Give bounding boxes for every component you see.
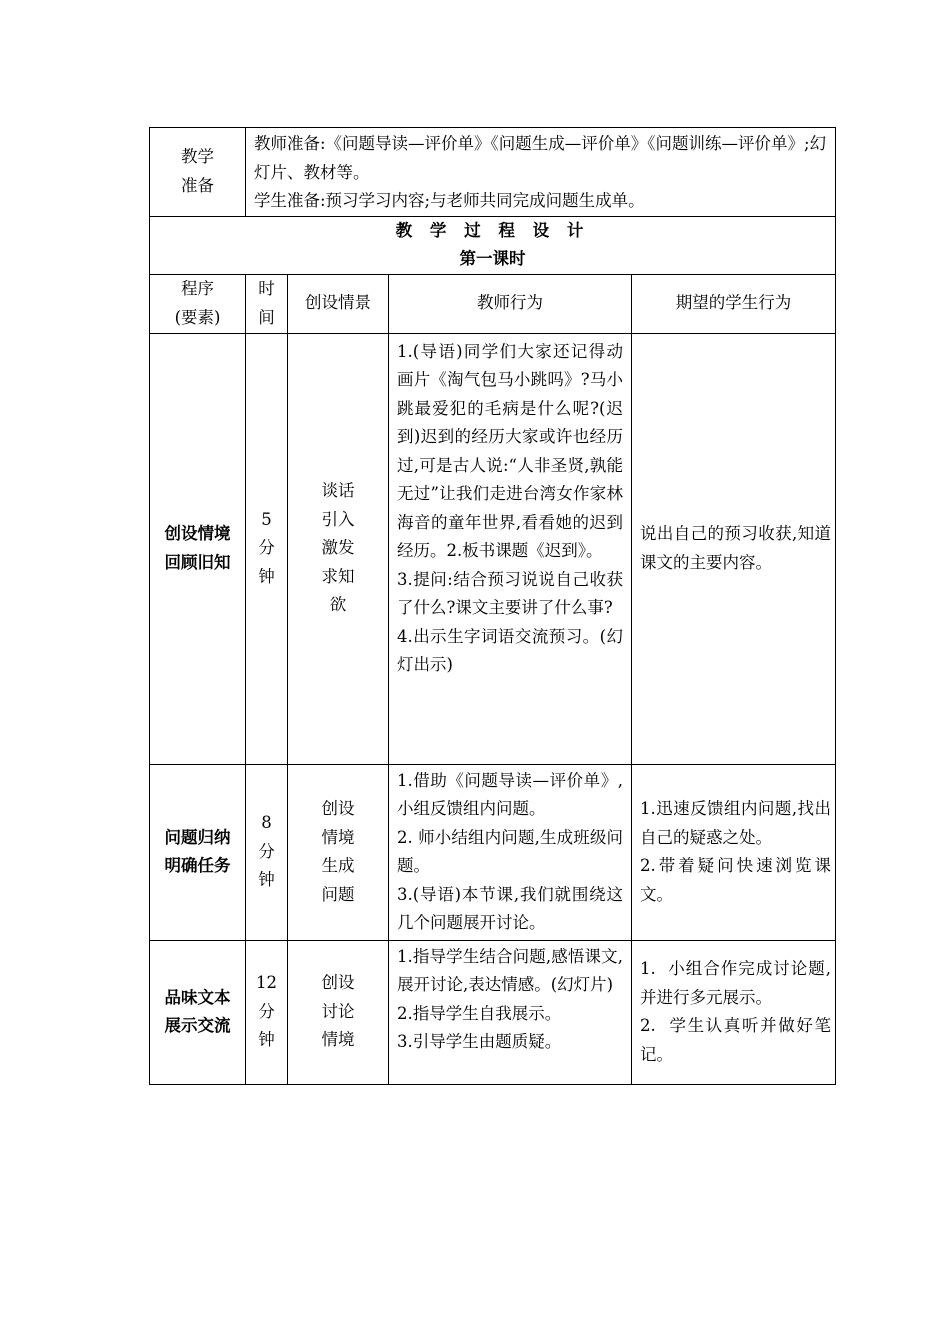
scene-line: 讨论 [321, 1001, 355, 1021]
student-cell [632, 940, 836, 1084]
student-text: 2. 学生认真听并做好笔记。 [640, 1016, 831, 1064]
student-prep-text: 学生准备:预习学习内容;与老师共同完成问题生成单。 [254, 191, 645, 210]
teacher-text: 3.(导语)本节课,我们就围绕这几个问题展开讨论。 [397, 884, 623, 932]
design-title-row [150, 216, 836, 274]
teacher-text: 1.指导学生结合问题,感悟课文,展开讨论,表达情感。(幻灯片) [397, 946, 623, 994]
scene-line: 情境 [321, 1030, 355, 1050]
time-line3: 钟 [258, 566, 275, 586]
procedure-line1: 问题归纳 [164, 827, 231, 847]
process-row [150, 333, 836, 764]
scene-cell [288, 333, 389, 764]
time-cell [246, 764, 288, 940]
header-student: 期望的学生行为 [632, 274, 836, 333]
teacher-cell [389, 940, 632, 1084]
scene-line: 创设 [321, 973, 355, 993]
procedure-line2: 明确任务 [164, 856, 231, 875]
time-line2: 分 [258, 1001, 275, 1021]
lesson-plan-table [149, 127, 836, 1085]
prep-label-line2: 准备 [181, 175, 214, 195]
procedure-cell [150, 764, 246, 940]
prep-row [150, 128, 836, 217]
teacher-text: 4.出示生字词语交流预习。(幻灯出示) [397, 626, 623, 674]
student-text: 1. 小组合作完成讨论题,并进行多元展示。 [640, 959, 831, 1007]
header-procedure-line1: 程序 [181, 279, 214, 298]
process-row [150, 764, 836, 940]
process-row [150, 940, 836, 1084]
scene-line: 创设 [321, 799, 355, 818]
header-teacher: 教师行为 [389, 274, 632, 333]
teacher-prep-text: 教师准备:《问题导读—评价单》《问题生成—评价单》《问题训练—评价单》;幻灯片、教材等。 [254, 134, 827, 182]
scene-line: 求知 [321, 566, 355, 586]
scene-cell [288, 764, 389, 940]
student-cell [632, 764, 836, 940]
procedure-line2: 回顾旧知 [164, 552, 231, 572]
student-text: 2.带着疑问快速浏览课文。 [640, 856, 831, 904]
scene-line: 谈话 [321, 481, 355, 501]
scene-line: 情境 [321, 827, 355, 847]
student-cell [632, 333, 836, 764]
teacher-text: 2.指导学生自我展示。 [397, 1003, 562, 1023]
teacher-cell [389, 333, 632, 764]
time-line1: 8 [261, 813, 272, 833]
header-procedure [150, 274, 246, 333]
header-time [246, 274, 288, 333]
scene-line: 欲 [329, 595, 347, 615]
time-line1: 5 [261, 509, 272, 529]
time-line3: 钟 [258, 1030, 275, 1050]
teacher-cell [389, 764, 632, 940]
procedure-cell [150, 333, 246, 764]
time-line3: 钟 [258, 870, 275, 890]
student-text: 说出自己的预习收获,知道课文的主要内容。 [640, 524, 831, 572]
procedure-line1: 品味文本 [164, 987, 231, 1007]
scene-line: 问题 [321, 884, 355, 904]
teacher-text: 3.提问:结合预习说说自己收获了什么?课文主要讲了什么事? [397, 569, 623, 617]
scene-line: 生成 [321, 856, 355, 875]
header-procedure-line2: (要素) [174, 307, 221, 327]
teacher-text: 1.(导语)同学们大家还记得动画片《淘气包马小跳吗》?马小跳最爱犯的毛病是什么呢?(迟到)迟到的经历大家或许也经历过,可是古人说:“人非圣贤,孰能无过”让我们走进台湾女作家林海音的童年世界,看看她的迟到经历。2.板书课题《迟到》。 [397, 341, 623, 560]
time-cell [246, 940, 288, 1084]
procedure-line2: 展示交流 [164, 1016, 231, 1035]
time-line2: 分 [258, 841, 275, 861]
teacher-text: 3.引导学生由题质疑。 [397, 1032, 562, 1051]
procedure-cell [150, 940, 246, 1084]
teacher-text: 1.借助《问题导读—评价单》,小组反馈组内问题。 [397, 770, 623, 818]
time-line1: 12 [256, 973, 277, 993]
prep-label-cell [150, 128, 246, 217]
header-time-line2: 间 [258, 307, 275, 327]
student-text: 1.迅速反馈组内问题,找出自己的疑惑之处。 [640, 799, 831, 847]
teacher-text: 2. 师小结组内问题,生成班级问题。 [397, 827, 623, 875]
header-time-line1: 时 [258, 279, 275, 298]
prep-label-line1: 教学 [181, 147, 214, 167]
design-title: 教 学 过 程 设 计 [395, 220, 590, 240]
scene-line: 激发 [321, 538, 355, 558]
procedure-line1: 创设情境 [164, 524, 231, 543]
prep-content-cell [246, 128, 836, 217]
time-cell [246, 333, 288, 764]
design-title-cell [150, 216, 836, 274]
header-scene: 创设情景 [288, 274, 389, 333]
scene-line: 引入 [321, 509, 355, 529]
design-subtitle: 第一课时 [459, 249, 526, 268]
header-row [150, 274, 836, 333]
time-line2: 分 [258, 538, 275, 558]
scene-cell [288, 940, 389, 1084]
